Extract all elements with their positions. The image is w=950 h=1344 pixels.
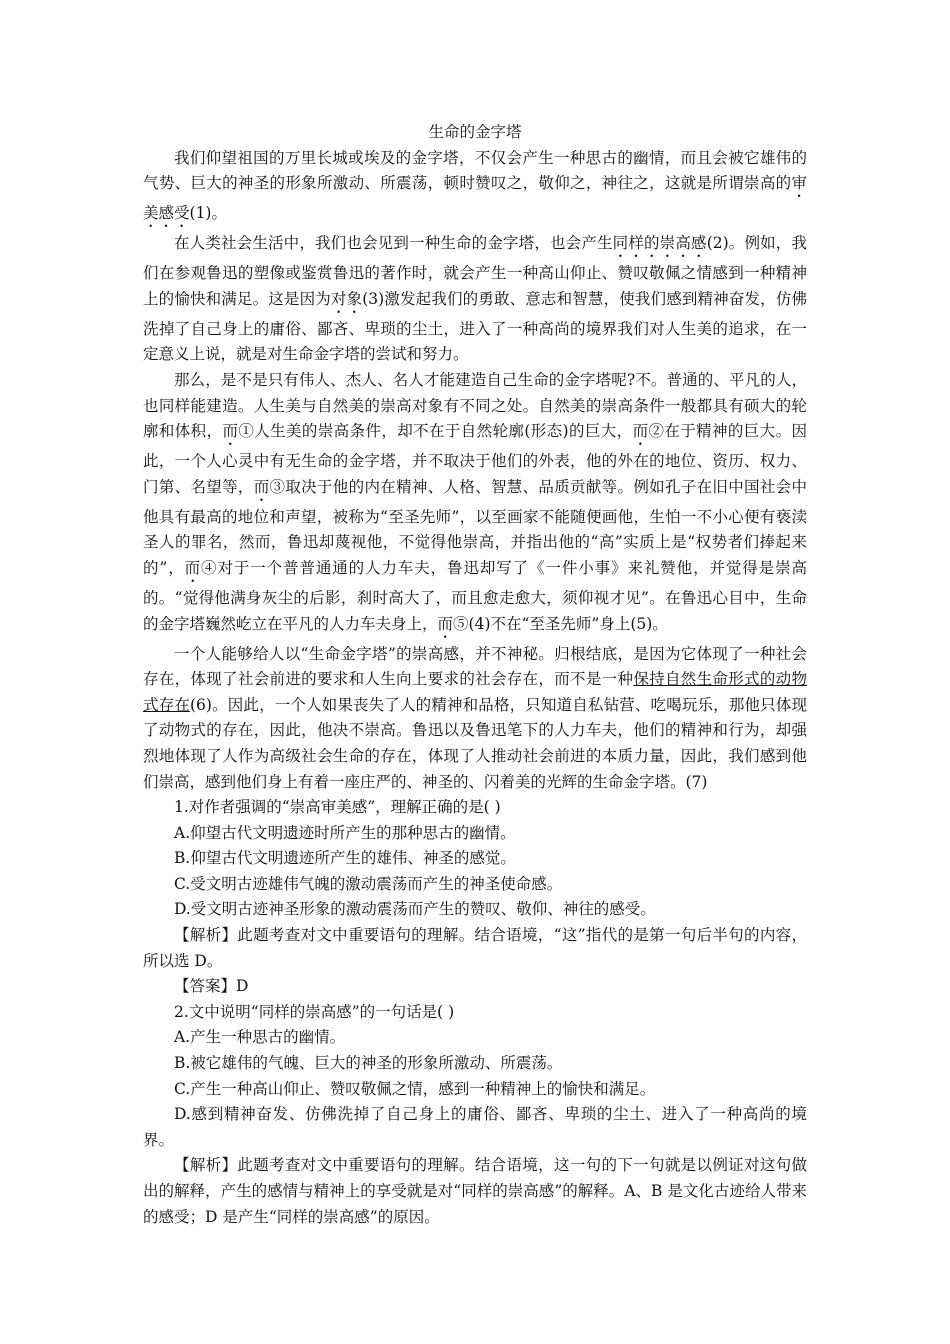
emphasized-text: 而 bbox=[253, 477, 270, 496]
emphasized-text: 而 bbox=[222, 422, 239, 441]
option-b: B.被它雄伟的气魄、巨大的神圣的形象所激动、所震荡。 bbox=[174, 1054, 563, 1073]
article-paragraph bbox=[143, 368, 807, 642]
option-d: D.感到精神奋发、仿佛洗掉了自己身上的庸俗、鄙吝、卑琐的尘土、进入了一种高尚的境界。 bbox=[143, 1105, 807, 1149]
option-a: A.产生一种思古的幽情。 bbox=[174, 1028, 346, 1047]
text-run: ③取决于他的内在精神、人格、智慧、品质贡献等。例如孔子在旧中国社会中他具有最高的地位和声望，被称为“至圣先师”，以至画家不能随便画他，生怕一不小心便有亵渎圣人的罪名，然而，鲁迅却蔑视他，不觉得他崇高，并指出他的“高”实质上是“权势者们捧起来的”， bbox=[143, 477, 807, 577]
text-run: (3)激发起我们的勇敢、意志和智慧，使我们感到精神奋发，仿佛洗掉了自己身上的庸俗、鄙吝、卑琐的尘土，进入了一种高尚的境界我们对人生美的追求，在一定意义上说，就是对生命金字塔的尝试和努力。 bbox=[143, 289, 807, 364]
text-run: ①人生美的崇高条件，却不在于自然轮廓(形态)的巨大， bbox=[238, 422, 633, 441]
option-c: C.受文明古迹雄伟气魄的激动震荡而产生的神圣使命感。 bbox=[174, 874, 563, 893]
emphasized-text: 同样的崇高感 bbox=[612, 234, 707, 253]
option-a: A.仰望古代文明遗迹时所产生的那种思古的幽情。 bbox=[174, 823, 516, 842]
option-c: C.产生一种高山仰止、赞叹敬佩之情，感到一种精神上的愉快和满足。 bbox=[174, 1079, 656, 1098]
option-d: D.受文明古迹神圣形象的激动震荡而产生的赞叹、敬仰、神往的感受。 bbox=[174, 900, 656, 919]
option-b: B.仰望古代文明遗迹所产生的雄伟、神圣的感觉。 bbox=[174, 849, 516, 868]
question-stem: 1.对作者强调的“崇高审美感”，理解正确的是( ) bbox=[174, 798, 501, 817]
text-run: 那么，是不是只有伟人、杰人、名人才能建造自己生命的金字塔呢?不。普通的、平凡的人，也同样能建造。人生美与自然美的崇高对象有不同之处。自然美的崇高条件一般都具有硕大的轮廓和体积， bbox=[143, 370, 807, 441]
text-run: ②在于精神的巨大。因此，一个人心灵中有无生命的金字塔，并不取决于他们的外表，他的外在的地位、资历、权力、门第、名望等， bbox=[143, 422, 807, 496]
text-run: (6)。因此，一个人如果丧失了人的精神和品格，只知道自私钻营、吃喝玩乐，那他只体现了动物式的存在，因此，他决不崇高。鲁迅以及鲁迅笔下的人力车夫，他们的精神和行为，却强烈地体现了人作为高级社会生命的存在，体现了人推动社会前进的本质力量，因此，我们感到他们崇高，感到他们身上有着一座庄严的、神圣的、闪着美的光辉的生命金字塔。(7) bbox=[143, 695, 807, 791]
article-body bbox=[143, 146, 807, 796]
emphasized-text: 审美感受 bbox=[143, 174, 807, 223]
answer-text: 【答案】D bbox=[174, 977, 249, 996]
text-run: 我们仰望祖国的万里长城或埃及的金字塔，不仅会产生一种思古的幽情，而且会被它雄伟的气势、巨大的神圣的形象所激动、所震荡，顿时赞叹之，敬仰之，神往之，这就是所谓崇高的 bbox=[143, 148, 807, 193]
text-run: ④对于一个普普通通的人力车夫，鲁迅却写了《一件小事》来礼赞他，并觉得是崇高的。“觉得他满身灰尘的后影，刹时高大了，而且愈走愈大，须仰视才见”。在鲁迅心目中，生命的金字塔巍然屹立在平凡的人力车夫身上， bbox=[143, 558, 807, 633]
question-stem: 2.文中说明“同样的崇高感”的一句话是( ) bbox=[174, 1002, 455, 1021]
text-run: (2)。例如，我们在参观鲁迅的塑像或鉴赏鲁迅的著作时，就会产生一种高山仰止、赞叹敬佩之情感到一种精神上的愉快和满足。这是因为 bbox=[143, 234, 807, 308]
text-run: ⑤(4)不在“至圣先师”身上(5)。 bbox=[453, 614, 668, 633]
question-2 bbox=[143, 1000, 807, 1230]
analysis-text: 【解析】此题考查对文中重要语句的理解。结合语境，“这”指代的是第一句后半句的内容，所以选 D。 bbox=[143, 926, 807, 970]
text-run: (1)。 bbox=[189, 204, 227, 223]
document-page bbox=[143, 120, 807, 1230]
article-paragraph bbox=[143, 146, 807, 232]
article-paragraph bbox=[143, 642, 807, 796]
emphasized-text: 对象 bbox=[330, 289, 363, 308]
question-1 bbox=[143, 795, 807, 1000]
text-run: 一个人能够给人以“生命金字塔”的崇高感，并不神秘。归根结底，是因为它体现了一种社会存在，体现了社会前进的要求和人生向上要求的社会存在，而不是一种 bbox=[143, 644, 807, 689]
analysis-text: 【解析】此题考查对文中重要语句的理解。结合语境，这一句的下一句就是以例证对这句做出的解释，产生的感情与精神上的享受就是对“同样的崇高感”的解释。A、B 是文化古迹给人带来的感受；D 是产生“同样的崇高感”的原因。 bbox=[143, 1156, 807, 1226]
emphasized-text: 而 bbox=[632, 422, 649, 441]
page-title: 生命的金字塔 bbox=[428, 123, 522, 141]
underlined-text: 保持自然生命形式的动物式存在 bbox=[143, 670, 807, 714]
article-paragraph bbox=[143, 231, 807, 368]
emphasized-text: 而 bbox=[184, 558, 202, 577]
text-run: 在人类社会生活中，我们也会见到一种生命的金字塔，也会产生 bbox=[174, 234, 613, 253]
emphasized-text: 而 bbox=[437, 614, 454, 633]
